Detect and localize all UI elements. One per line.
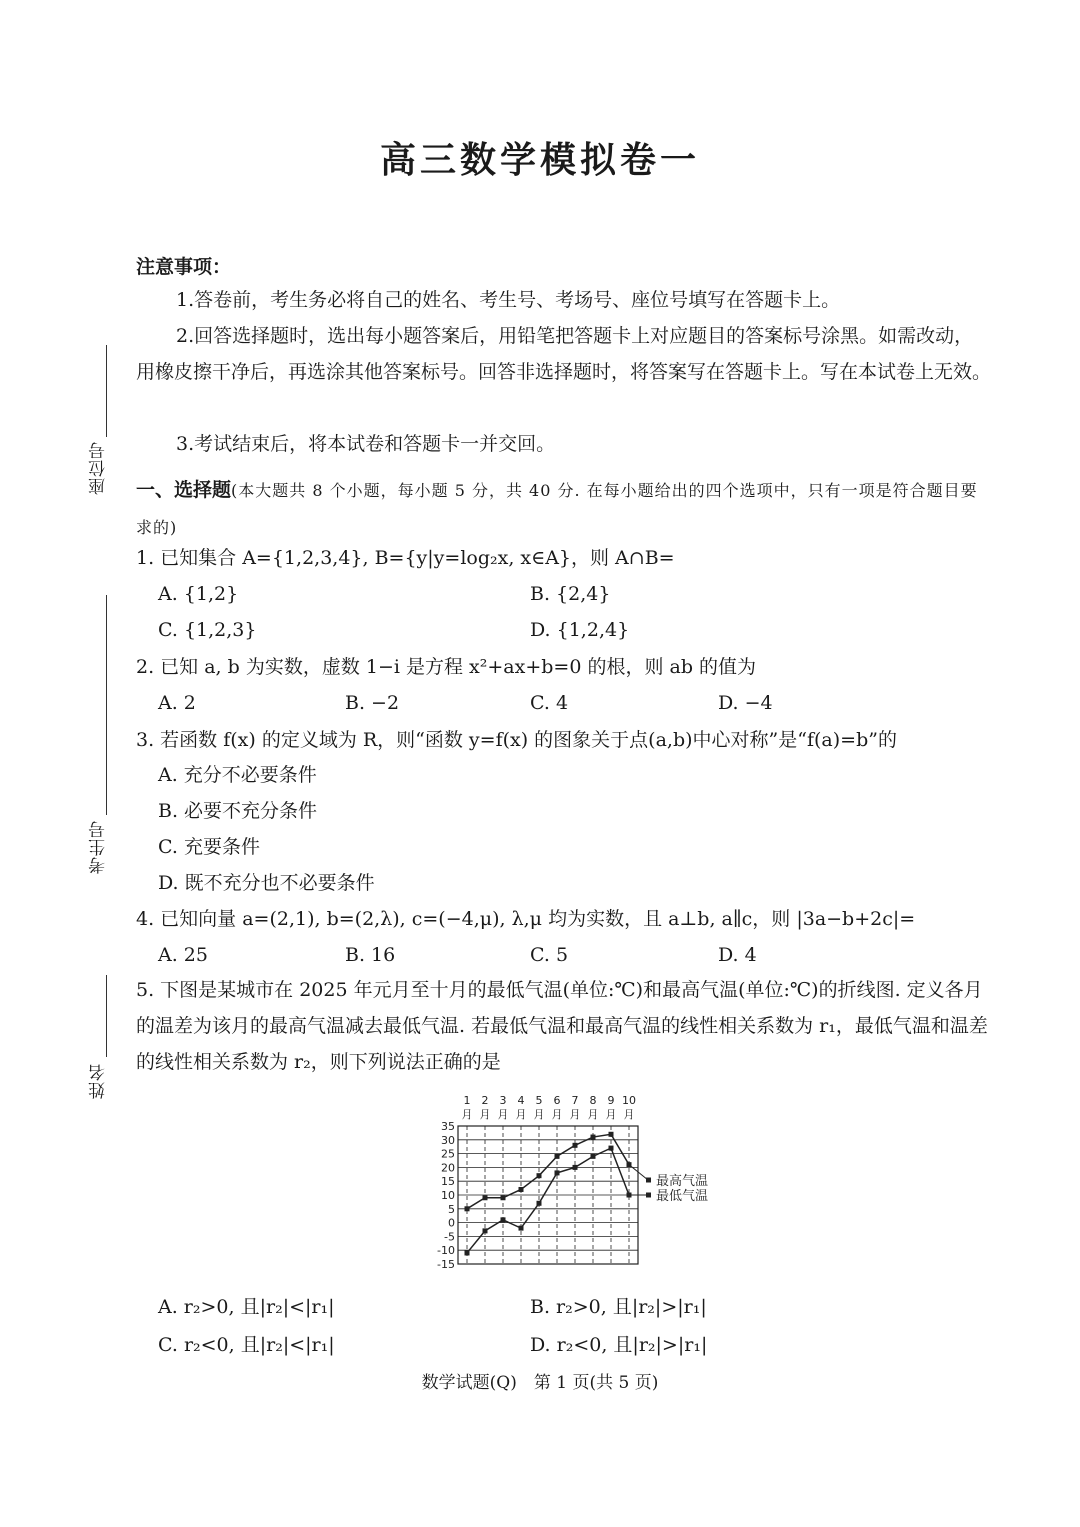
question-3-stem: 3. 若函数 f(x) 的定义域为 R，则“函数 y=f(x) 的图象关于点(a,b)中心对称”是“f(a)=b”的 [136,729,897,751]
question-1-option-a: A. {1,2} [158,583,239,605]
x-tick-suffix: 月 [605,1108,617,1121]
series-1-point [573,1143,578,1148]
x-tick-number: 10 [622,1094,636,1107]
section-choice-heading [136,472,992,546]
candidate-number-field [82,595,118,875]
legend-marker-1 [646,1178,651,1183]
candidate-number-label: 考生号 [89,820,109,874]
seat-number-field [82,345,118,495]
question-5-option-d: D. r₂<0, 且|r₂|>|r₁| [530,1334,708,1356]
question-4-option-c: C. 5 [530,944,569,966]
notice-heading: 注意事项： [136,256,232,278]
seat-number-label: 座位号 [89,441,109,495]
question-2-stem: 2. 已知 a, b 为实数，虚数 1−i 是方程 x²+ax+b=0 的根，则 ab 的值为 [136,656,757,678]
series-line-2 [467,1148,629,1253]
series-2-point [609,1146,614,1151]
temperature-line-chart [420,1090,740,1280]
question-3-option-a: A. 充分不必要条件 [158,764,317,786]
question-4-option-d: D. 4 [718,944,757,966]
question-5-stem: 5. 下图是某城市在 2025 年元月至十月的最低气温(单位:℃)和最高气温(单位:℃)的折线图. 定义各月的温差为该月的最高气温减去最低气温. 若最低气温和最高气温的线性相关系数为 r₁，最低气温和温差的线性相关系数为 r₂，则下列说法正确的是 [136,979,988,1073]
y-tick-label: 0 [448,1216,455,1230]
series-2-point [573,1165,578,1170]
series-1-point [501,1195,506,1200]
legend-label-1: 最高气温 [656,1174,709,1189]
y-tick-label: 35 [441,1120,455,1133]
series-2-point [537,1201,542,1206]
question-3-option-d: D. 既不充分也不必要条件 [158,872,375,894]
legend-marker-2 [646,1193,651,1198]
x-tick-number: 5 [535,1094,543,1107]
x-tick-suffix: 月 [479,1108,491,1121]
series-1-point [537,1173,542,1178]
x-tick-number: 9 [607,1094,615,1107]
x-tick-suffix: 月 [497,1108,509,1121]
question-1-option-c: C. {1,2,3} [158,619,257,641]
page-title: 高三数学模拟卷一 [379,139,700,181]
section-heading: 一、选择题 [136,479,232,501]
question-1-option-b: B. {2,4} [530,583,611,605]
series-line-1 [467,1134,629,1209]
series-1-point [555,1154,560,1159]
question-5-option-b: B. r₂>0, 且|r₂|>|r₁| [530,1296,707,1318]
y-tick-label: -5 [444,1230,455,1244]
question-3-option-b: B. 必要不充分条件 [158,800,318,822]
series-2-point [555,1170,560,1175]
notice-item-2: 2.回答选择题时，选出每小题答案后，用铅笔把答题卡上对应题目的答案标号涂黑。如需改动，用橡皮擦干净后，再选涂其他答案标号。回答非选择题时，将答案写在答题卡上。写在本试卷上无效。 [136,325,992,383]
question-5-option-a: A. r₂>0, 且|r₂|<|r₁| [158,1296,335,1318]
question-2-option-b: B. −2 [345,692,400,714]
x-tick-number: 1 [463,1094,471,1107]
section-desc: (本大题共 8 个小题，每小题 5 分，共 40 分. 在每小题给出的四个选项中，只有一项是符合题目要求的) [136,481,978,537]
question-4-stem: 4. 已知向量 a=(2,1), b=(2,λ), c=(−4,μ), λ,μ 均为实数，且 a⊥b, a∥c，则 |3a−b+2c|= [136,908,916,930]
y-tick-label: 25 [441,1147,455,1161]
x-tick-suffix: 月 [551,1108,563,1121]
y-tick-label: 10 [441,1189,455,1202]
x-tick-number: 6 [553,1094,561,1107]
series-2-point [465,1250,470,1255]
y-tick-label: -15 [437,1258,455,1271]
series-2-point [591,1154,596,1159]
series-2-point [501,1217,506,1222]
question-4-option-b: B. 16 [345,944,396,966]
y-tick-label: 30 [441,1133,455,1147]
legend-label-2: 最低气温 [656,1189,709,1204]
page-footer: 数学试题(Q) 第 1 页(共 5 页) [421,1373,659,1393]
x-tick-number: 8 [589,1094,597,1107]
x-tick-number: 3 [499,1094,507,1107]
y-tick-label: 15 [441,1175,455,1189]
series-1-point [609,1132,614,1137]
series-2-point [519,1226,524,1231]
name-label: 姓名 [89,1063,109,1099]
x-tick-suffix: 月 [515,1108,527,1121]
x-tick-suffix: 月 [569,1108,581,1121]
x-tick-suffix: 月 [623,1108,635,1121]
question-3-option-c: C. 充要条件 [158,836,260,858]
question-1-stem: 1. 已知集合 A={1,2,3,4}, B={y|y=log₂x, x∈A}，则 A∩B= [136,547,675,569]
y-tick-label: 20 [441,1161,455,1175]
series-1-point [519,1187,524,1192]
x-tick-suffix: 月 [533,1108,545,1121]
notice-item-1: 1.答卷前，考生务必将自己的姓名、考生号、考场号、座位号填写在答题卡上。 [176,289,841,311]
name-field [82,975,118,1110]
question-5-option-c: C. r₂<0, 且|r₂|<|r₁| [158,1334,335,1356]
series-1-point [483,1195,488,1200]
series-1-point [465,1206,470,1211]
x-tick-number: 4 [517,1094,525,1107]
x-tick-number: 7 [571,1094,579,1107]
y-tick-label: -10 [437,1244,455,1258]
x-tick-number: 2 [481,1094,489,1107]
series-1-point [591,1135,596,1140]
question-2-option-d: D. −4 [718,692,773,714]
x-tick-suffix: 月 [461,1108,473,1121]
question-4-option-a: A. 25 [158,944,208,966]
question-2-option-c: C. 4 [530,692,569,714]
chart-svg [420,1090,740,1280]
y-tick-label: 5 [448,1202,455,1216]
question-2-option-a: A. 2 [158,692,196,714]
question-1-option-d: D. {1,2,4} [530,619,630,641]
x-tick-suffix: 月 [587,1108,599,1121]
series-2-point [483,1228,488,1233]
notice-item-3: 3.考试结束后，将本试卷和答题卡一并交回。 [176,433,556,455]
